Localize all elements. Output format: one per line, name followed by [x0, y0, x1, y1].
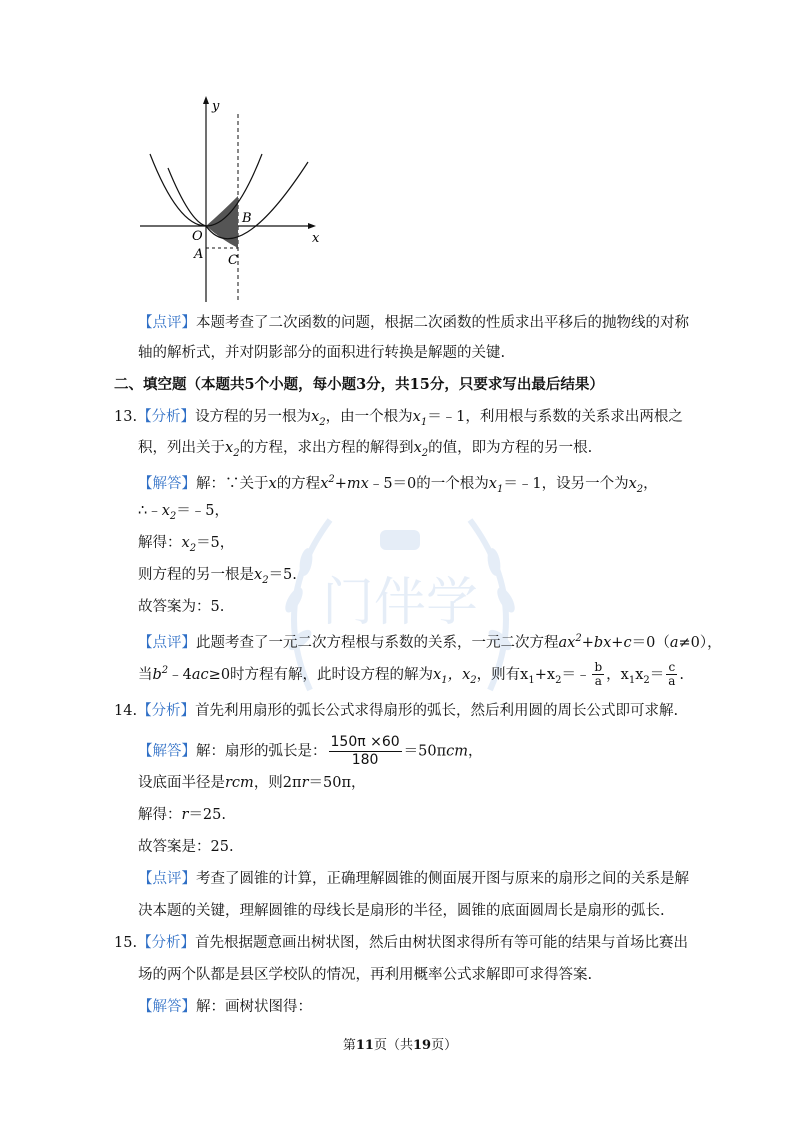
text: 轴的解析式，并对阴影部分的面积进行转换是解题的关键.	[138, 345, 506, 361]
point-c-label: C	[228, 253, 238, 268]
text: ≠0），	[678, 634, 722, 651]
var-x: x	[268, 475, 277, 492]
var-x1: $x_1$	[412, 409, 428, 428]
q13-answer-line5: 故答案为：5.	[138, 599, 225, 615]
var-a: a	[669, 634, 679, 651]
text: ，则2π	[253, 775, 302, 791]
var-rcm: rcm	[225, 775, 254, 791]
q14-answer-line1	[138, 734, 483, 769]
section-heading: 二、填空题（本题共5个小题，每小题3分，共15分，只要求写出最后结果）	[114, 376, 604, 393]
text: ，则有	[476, 666, 521, 683]
page-footer	[0, 1034, 800, 1053]
text: ＝	[649, 666, 665, 683]
var-r: r	[301, 775, 309, 791]
x-axis-arrow	[308, 223, 316, 229]
x-label: x	[312, 231, 320, 246]
text: ＝5，	[196, 535, 235, 551]
text: ，由一个根为	[325, 409, 413, 425]
q14-answer-line3	[138, 804, 226, 826]
text: 首先利用扇形的弧长公式求得扇形的弧长，然后利用圆的周长公式即可求解.	[195, 703, 679, 719]
text: 页）	[431, 1038, 458, 1053]
text: ，	[468, 743, 483, 760]
text: 的方程，求出方程的解得到	[239, 440, 414, 456]
q13-answer-line1	[138, 469, 658, 501]
text: 首先根据题意画出树状图，然后由树状图求得所有等可能的结果与首场比赛出	[195, 935, 689, 951]
roots: $x_1$，$x_2$	[433, 666, 477, 686]
y-label: y	[212, 99, 220, 114]
q12-comment-line1	[138, 312, 689, 334]
text: ∴﹣	[138, 503, 162, 519]
fraction-c-over-a: $\frac{c}{a}$	[668, 660, 676, 689]
analysis-tag: 【分析】	[137, 935, 196, 951]
text: 的方程	[276, 475, 321, 492]
text: ＝﹣1，设另一个为	[503, 475, 629, 492]
parabola-figure	[138, 92, 338, 304]
q13-analysis-line2	[138, 437, 592, 465]
text: ＝0（	[631, 634, 670, 651]
point-b-label: B	[242, 211, 252, 226]
arc-length-fraction: $\frac{150\pi \times 60}{180}$	[330, 734, 400, 768]
point-a-label: A	[194, 247, 204, 262]
text: 设底面半径是	[138, 775, 225, 791]
comment-tag: 【点评】	[138, 315, 196, 331]
var-x2: $x_2$	[181, 535, 197, 554]
text: ＝25.	[188, 807, 226, 823]
text: 解：∵关于	[196, 475, 269, 492]
q14-comment-line1	[138, 868, 689, 890]
answer-tag: 【解答】	[138, 475, 196, 492]
text: ﹣4	[168, 666, 192, 683]
analysis-tag: 【分析】	[137, 703, 196, 719]
equation: $x^2+mx$	[320, 474, 369, 492]
text: 此题考查了一元二次方程根与系数的关系，一元二次方程	[196, 634, 559, 651]
comment-tag: 【点评】	[138, 634, 196, 651]
q14-answer-line2	[138, 772, 366, 794]
var-r: r	[181, 807, 189, 823]
text: 本题考查了二次函数的问题，根据二次函数的性质求出平移后的抛物线的对称	[196, 315, 689, 331]
origin-label: O	[192, 229, 203, 244]
page-number: 11	[355, 1038, 374, 1053]
text: 解：扇形的弧长是：	[196, 743, 327, 760]
total-pages: 19	[413, 1038, 432, 1053]
product-roots: $x_1x_2$	[620, 666, 650, 686]
comment-tag: 【点评】	[138, 871, 196, 887]
text: ，	[606, 666, 621, 683]
text: 解得：	[138, 535, 182, 551]
q13-analysis-line1	[114, 406, 683, 434]
unit-cm: cm	[446, 743, 469, 760]
answer-tag: 【解答】	[138, 743, 196, 760]
var-x2: $x_2$	[161, 503, 177, 522]
q12-comment-line2	[138, 342, 505, 364]
equation: $ax^2+bx+c$	[558, 633, 632, 651]
q13-answer-line2	[138, 500, 229, 528]
analysis-tag: 【分析】	[137, 409, 196, 425]
q15-analysis-line1	[114, 932, 688, 954]
q13-comment-line2	[138, 660, 684, 692]
text: ﹣5＝0的一个根为	[368, 475, 489, 492]
sum-roots: $x_1+x_2$	[520, 666, 562, 686]
text: ＝5.	[268, 567, 297, 583]
q14-analysis	[114, 700, 678, 722]
text: 的值，即为方程的另一根.	[428, 440, 593, 456]
fraction-b-over-a: $\frac{b}{a}$	[594, 660, 603, 689]
question-number: 13.	[114, 409, 138, 425]
text: ＝﹣5，	[176, 503, 230, 519]
var-x2: $x_2$	[413, 440, 429, 459]
var-x2: $x_2$	[311, 409, 326, 428]
q13-answer-line4	[138, 564, 297, 592]
text: ＝﹣	[561, 666, 591, 683]
text: ＝﹣1，利用根与系数的关系求出两根之	[427, 409, 683, 425]
text: 设方程的另一根为	[195, 409, 312, 425]
q13-comment-line1	[138, 628, 722, 654]
var-x1: $x_1$	[488, 475, 504, 495]
text: 第	[342, 1038, 356, 1053]
text: .	[679, 666, 685, 683]
var-x2: $x_2$	[225, 440, 240, 459]
y-axis-arrow	[203, 96, 209, 104]
text: ，	[643, 475, 658, 492]
question-number: 14.	[114, 703, 138, 719]
text: 解：画树状图得：	[196, 999, 312, 1015]
text: ＝50π，	[308, 775, 366, 791]
text: 积，列出关于	[138, 440, 225, 456]
answer-tag: 【解答】	[138, 999, 196, 1015]
text: 当	[138, 666, 153, 683]
var-x2: $x_2$	[254, 567, 269, 586]
var-b2: $b^2$	[152, 665, 169, 683]
var-x2: $x_2$	[628, 475, 644, 495]
text: ＝50π	[403, 743, 447, 760]
question-number: 15.	[114, 935, 138, 951]
q13-answer-line3	[138, 532, 234, 560]
var-ac: ac	[191, 666, 209, 683]
watermark-text: 门伴学	[321, 573, 479, 633]
text: 考查了圆锥的计算，正确理解圆锥的侧面展开图与原来的扇形之间的关系是解	[196, 871, 689, 887]
text: 则方程的另一根是	[138, 567, 254, 583]
text: ≥0时方程有解，此时设方程的解为	[208, 666, 434, 683]
q14-comment-line2: 决本题的关键，理解圆锥的母线长是扇形的半径，圆锥的底面圆周长是扇形的弧长.	[138, 903, 665, 919]
shaded-region	[206, 196, 238, 248]
text: 解得：	[138, 807, 182, 823]
q14-answer-line4: 故答案是：25.	[138, 839, 234, 855]
q15-analysis-line2: 场的两个队都是县区学校队的情况，再利用概率公式求解即可求得答案.	[138, 967, 593, 983]
q15-answer-line1	[138, 996, 312, 1018]
text: 页（共	[373, 1038, 413, 1053]
